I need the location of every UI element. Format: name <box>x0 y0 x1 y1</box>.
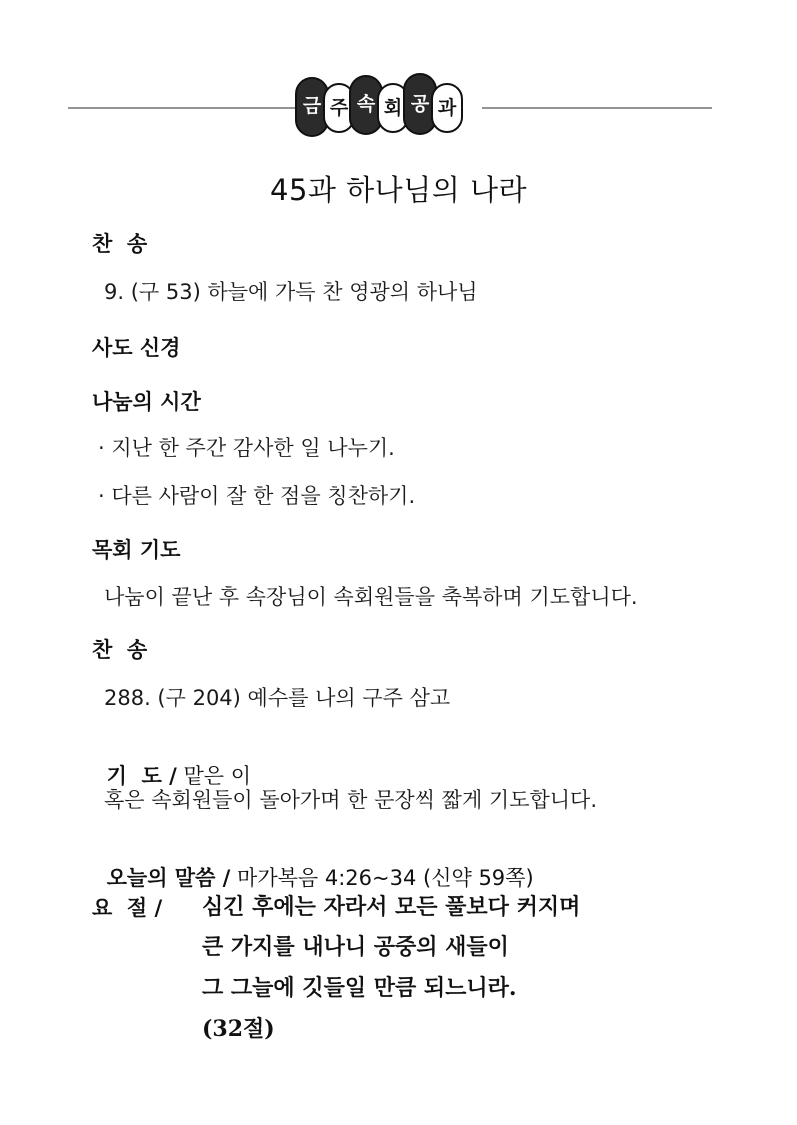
sharing-item-1: · 지난 한 주간 감사한 일 나누기. <box>98 436 395 460</box>
hymn1-heading: 찬 송 <box>92 232 148 256</box>
pastoral-prayer-heading: 목회 기도 <box>92 538 181 562</box>
word-heading <box>92 838 534 892</box>
sharing-item-2: · 다른 사람이 잘 한 점을 칭찬하기. <box>98 484 416 508</box>
prayer-text: 혹은 속회원들이 돌아가며 한 문장씩 짧게 기도합니다. <box>104 788 598 812</box>
prayer-heading-sub: 맡은 이 <box>176 764 252 788</box>
prayer-heading-label: 기 도 / <box>106 764 177 788</box>
word-heading-sub: 마가복음 4:26~34 (신약 59쪽) <box>230 866 534 890</box>
pastoral-prayer-text: 나눔이 끝난 후 속장님이 속회원들을 축복하며 기도합니다. <box>104 585 638 609</box>
key-verse-line-3: 그 그늘에 깃들일 만큼 되느니라. <box>202 975 517 1001</box>
banner-char-4: 회 <box>383 97 403 119</box>
hymn2-text: 288. (구 204) 예수를 나의 구주 삼고 <box>104 686 451 710</box>
key-verse-heading: 요 절 / <box>92 896 163 920</box>
key-verse-line-2: 큰 가지를 내나니 공중의 새들이 <box>202 934 509 960</box>
hymn2-heading: 찬 송 <box>92 638 148 662</box>
sharing-heading: 나눔의 시간 <box>92 390 201 414</box>
prayer-heading <box>92 736 251 790</box>
key-verse-line-4: (32절) <box>202 1016 275 1042</box>
page-title: 45과 하나님의 나라 <box>270 173 527 207</box>
banner-char-5: 공 <box>410 93 430 115</box>
key-verse-line-1: 심긴 후에는 자라서 모든 풀보다 커지며 <box>202 894 581 920</box>
creed-heading: 사도 신경 <box>92 336 181 360</box>
banner-char-1: 금 <box>302 95 322 117</box>
banner-char-6: 과 <box>437 97 457 119</box>
banner <box>0 70 797 140</box>
banner-char-2: 주 <box>329 97 349 119</box>
hymn1-text: 9. (구 53) 하늘에 가득 찬 영광의 하나님 <box>104 280 478 304</box>
word-heading-label: 오늘의 말씀 / <box>106 866 231 890</box>
banner-char-3: 속 <box>356 93 376 115</box>
